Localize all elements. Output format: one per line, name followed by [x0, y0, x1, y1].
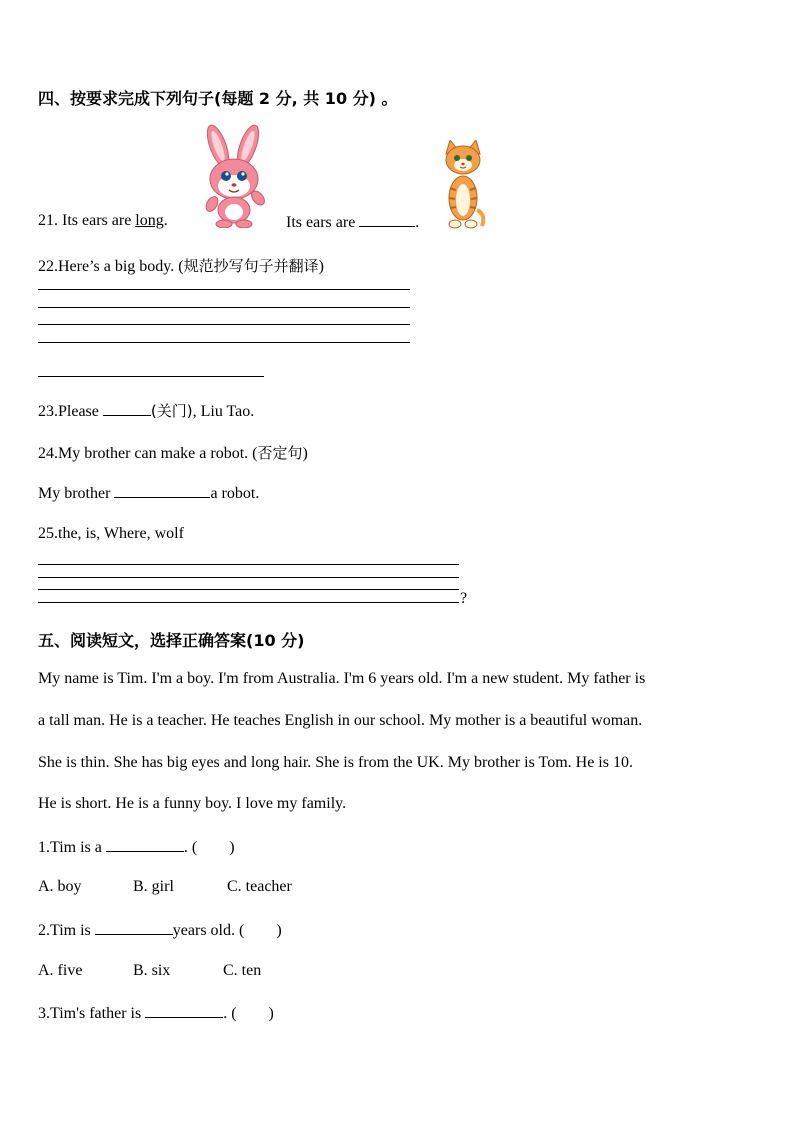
q25-writing-line[interactable]	[38, 602, 459, 603]
question-23	[38, 400, 254, 421]
passage-line: a tall man. He is a teacher. He teaches English in our school. My mother is a beautiful woman.	[38, 712, 643, 729]
q25-writing-line[interactable]	[38, 577, 459, 578]
q25-question-mark: ?	[460, 590, 468, 607]
q21-underlined-word: long	[135, 212, 164, 229]
q23-prefix: 23.Please	[38, 403, 99, 420]
q22-writing-line[interactable]	[38, 342, 410, 343]
section-4-heading: 四、按要求完成下列句子(每题 2 分, 共 10 分) 。	[38, 89, 398, 108]
rq1-prefix: 1.Tim is a	[38, 839, 102, 856]
rq3-suffix: . ( )	[223, 1005, 274, 1022]
q22-paren-close: )	[318, 258, 324, 275]
rq2-answer-blank[interactable]	[95, 920, 173, 935]
question-21-answer	[286, 212, 419, 232]
q24-prompt: 24.My brother can make a robot. (	[38, 445, 258, 462]
q23-suffix: , Liu Tao.	[192, 403, 255, 420]
question-22	[38, 255, 324, 276]
cat-illustration	[440, 140, 486, 230]
q22-writing-line[interactable]	[38, 307, 410, 308]
q23-hint: (关门)	[150, 402, 193, 420]
q23-answer-blank[interactable]	[103, 401, 151, 416]
q24-prompt-end: )	[302, 445, 308, 462]
q24-instruction: 否定句	[257, 444, 303, 462]
q25-writing-line[interactable]	[38, 564, 459, 565]
rq1-option-a[interactable]: A. boy	[38, 878, 82, 895]
rq1-answer-blank[interactable]	[106, 837, 184, 852]
rq3-prefix: 3.Tim's father is	[38, 1005, 142, 1022]
passage-line: She is thin. She has big eyes and long hair. She is from the UK. My brother is Tom. He is 10.	[38, 754, 633, 771]
q24-answer-prefix: My brother	[38, 485, 111, 502]
question-25: 25.the, is, Where, wolf	[38, 525, 184, 542]
question-24	[38, 442, 308, 463]
q25-writing-line[interactable]	[38, 589, 459, 590]
q22-sentence: 22.Here’s a big body. (	[38, 258, 184, 275]
reading-question-3	[38, 1003, 274, 1023]
q21-sentence-a-end: .	[163, 212, 168, 229]
rabbit-illustration	[196, 124, 272, 228]
passage-line: My name is Tim. I'm a boy. I'm from Australia. I'm 6 years old. I'm a new student. My father is	[38, 670, 646, 687]
q21-sentence-a-prefix: Its ears are	[62, 212, 132, 229]
question-24-answer	[38, 483, 259, 503]
reading-question-1	[38, 837, 235, 857]
q22-writing-line[interactable]	[38, 324, 410, 325]
q22-writing-line[interactable]	[38, 289, 410, 290]
rq2-option-b[interactable]: B. six	[133, 962, 171, 979]
rq2-suffix: years old. ( )	[172, 922, 282, 939]
rq1-suffix: . ( )	[183, 839, 235, 856]
question-21	[38, 212, 168, 230]
q21-answer-blank[interactable]	[359, 212, 415, 227]
reading-question-2	[38, 920, 282, 940]
rq2-option-a[interactable]: A. five	[38, 962, 83, 979]
rq3-answer-blank[interactable]	[145, 1003, 223, 1018]
rq2-option-c[interactable]: C. ten	[223, 962, 262, 979]
q21-sentence-b-prefix: Its ears are	[286, 214, 356, 231]
passage-line: He is short. He is a funny boy. I love my family.	[38, 795, 347, 812]
rq1-option-c[interactable]: C. teacher	[227, 878, 292, 895]
rq1-option-b[interactable]: B. girl	[133, 878, 174, 895]
q24-answer-suffix: a robot.	[210, 485, 260, 502]
q21-number: 21.	[38, 212, 58, 229]
q22-translation-line[interactable]	[38, 376, 264, 377]
rq2-prefix: 2.Tim is	[38, 922, 91, 939]
q21-sentence-b-end: .	[415, 214, 420, 231]
section-5-heading: 五、阅读短文，选择正确答案(10 分)	[38, 631, 305, 650]
q24-answer-blank[interactable]	[114, 483, 210, 498]
q22-instruction: 规范抄写句子并翻译	[183, 257, 319, 275]
